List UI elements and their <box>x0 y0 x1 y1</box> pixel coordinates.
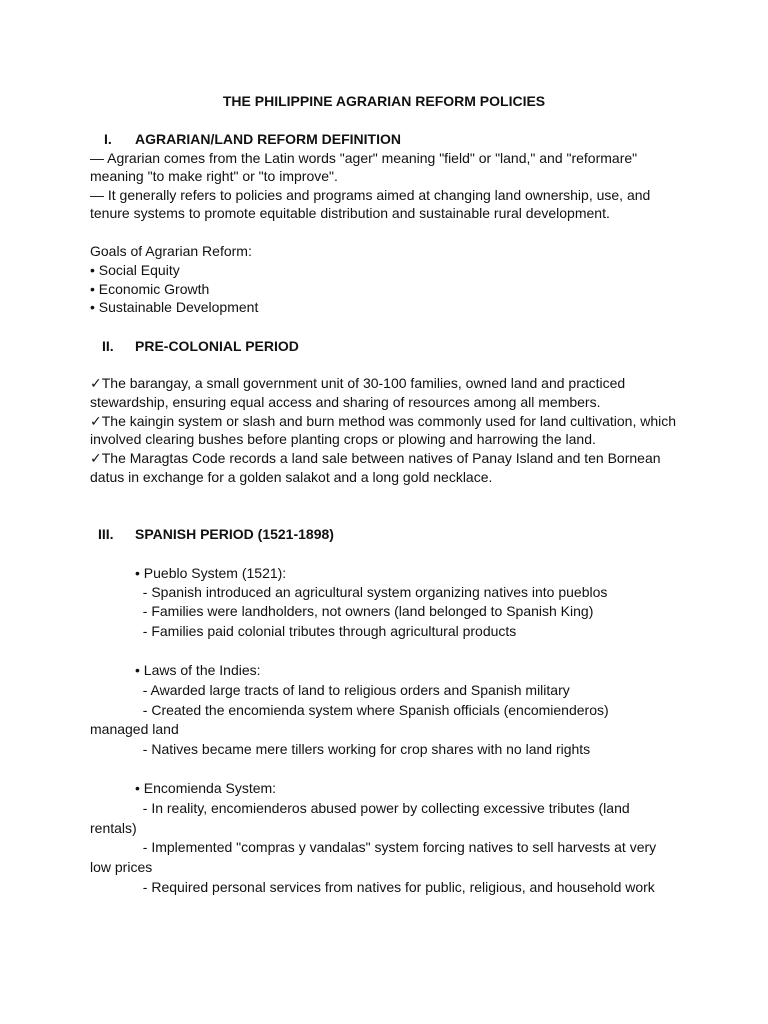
goal-item: • Sustainable Development <box>90 299 259 315</box>
section-3-heading: SPANISH PERIOD (1521-1898) <box>135 526 334 542</box>
pueblo-line: - Families paid colonial tributes through agricultural products <box>135 623 517 639</box>
section-1-line: tenure systems to promote equitable distribution and sustainable rural development. <box>90 205 610 221</box>
encomienda-line: - In reality, encomienderos abused power by collecting excessive tributes (land <box>135 800 630 816</box>
laws-line: - Natives became mere tillers working for crop shares with no land rights <box>135 741 591 757</box>
section-1-line: — Agrarian comes from the Latin words "ager" meaning "field" or "land," and "reformare" <box>90 150 638 166</box>
section-2-heading: PRE-COLONIAL PERIOD <box>135 338 299 354</box>
encomienda-line-wrap: rentals) <box>90 820 137 836</box>
encomienda-line: • Encomienda System: <box>135 780 277 796</box>
section-2-line: ✓The barangay, a small government unit of 30-100 families, owned land and practiced <box>90 375 626 391</box>
encomienda-line-wrap: low prices <box>90 859 153 875</box>
pueblo-line: - Spanish introduced an agricultural system organizing natives into pueblos <box>135 584 608 600</box>
section-1-number: I. <box>104 131 112 147</box>
section-2-line: ✓The kaingin system or slash and burn method was commonly used for land cultivation, which <box>90 413 677 429</box>
section-2-line: datus in exchange for a golden salakot and a long gold necklace. <box>90 469 493 485</box>
goal-item: • Social Equity <box>90 262 180 278</box>
encomienda-line: - Required personal services from natives for public, religious, and household work <box>135 879 655 895</box>
laws-line: - Awarded large tracts of land to religious orders and Spanish military <box>135 682 570 698</box>
section-2-line: stewardship, ensuring equal access and sharing of resources among all members. <box>90 394 601 410</box>
document-title: THE PHILIPPINE AGRARIAN REFORM POLICIES <box>222 93 546 109</box>
goal-item: • Economic Growth <box>90 281 210 297</box>
laws-line-wrap: managed land <box>90 721 179 737</box>
pueblo-line: - Families were landholders, not owners (land belonged to Spanish King) <box>135 603 594 619</box>
section-3-number: III. <box>98 526 114 542</box>
laws-line: - Created the encomienda system where Spanish officials (encomienderos) <box>135 702 609 718</box>
section-2-line: involved clearing bushes before planting crops or plowing and harrowing the land. <box>90 431 596 447</box>
pueblo-line: • Pueblo System (1521): <box>135 565 287 581</box>
section-1-heading: AGRARIAN/LAND REFORM DEFINITION <box>135 131 401 147</box>
section-1-line: — It generally refers to policies and programs aimed at changing land ownership, use, and <box>90 187 651 203</box>
section-1-line: meaning "to make right" or "to improve". <box>90 168 338 184</box>
section-2-line: ✓The Maragtas Code records a land sale between natives of Panay Island and ten Bornean <box>90 450 661 466</box>
encomienda-line: - Implemented "compras y vandalas" system forcing natives to sell harvests at very <box>135 839 657 855</box>
laws-line: • Laws of the Indies: <box>135 662 261 678</box>
section-2-number: II. <box>102 338 114 354</box>
goals-label: Goals of Agrarian Reform: <box>90 243 252 259</box>
